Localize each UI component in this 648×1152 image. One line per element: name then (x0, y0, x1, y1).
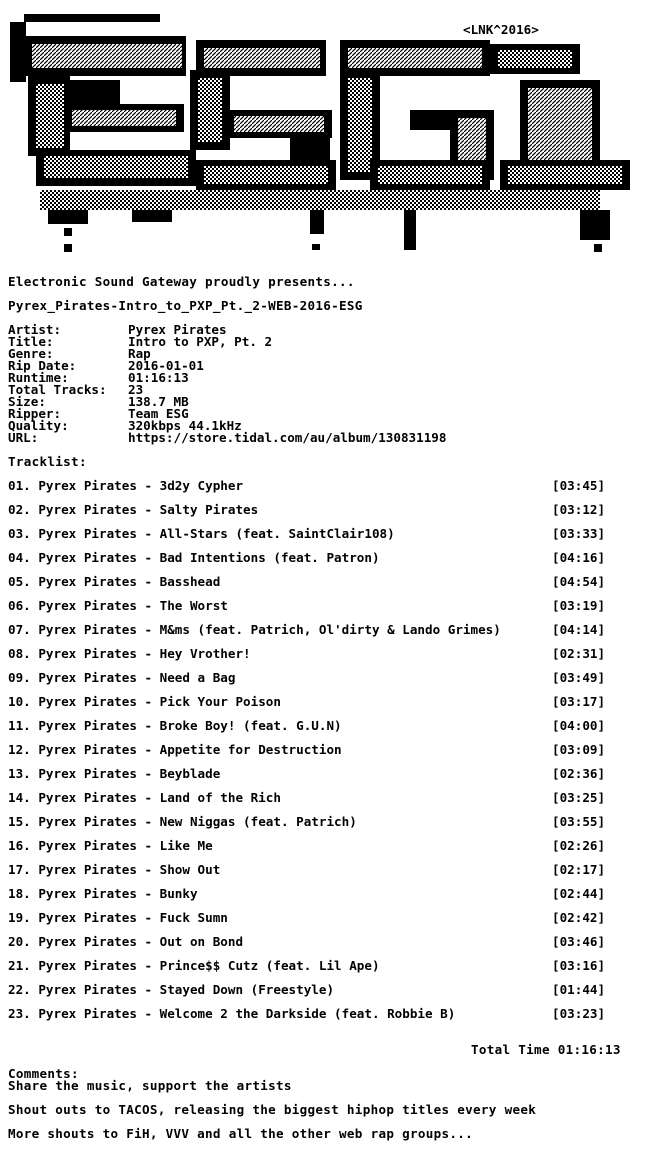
track-title: 09. Pyrex Pirates - Need a Bag (8, 670, 236, 685)
track-duration: [02:42] (552, 910, 606, 925)
track-title: 07. Pyrex Pirates - M&ms (feat. Patrich, Ol'dirty & Lando Grimes) (8, 622, 501, 637)
track-duration: [03:09] (552, 742, 606, 757)
track-title: 19. Pyrex Pirates - Fuck Sumn (8, 910, 228, 925)
track-title: 03. Pyrex Pirates - All-Stars (feat. SaintClair108) (8, 526, 395, 541)
track-duration: [02:36] (552, 766, 606, 781)
esg-logo (0, 0, 648, 260)
meta-value: 138.7 MB (128, 394, 189, 409)
meta-key: Ripper: (8, 406, 62, 421)
track-title: 01. Pyrex Pirates - 3d2y Cypher (8, 478, 244, 493)
track-duration: [04:54] (552, 574, 606, 589)
track-duration: [02:31] (552, 646, 606, 661)
meta-key: Runtime: (8, 370, 69, 385)
release-name: Pyrex_Pirates-Intro_to_PXP_Pt._2-WEB-2016-ESG (8, 298, 363, 313)
meta-value: Rap (128, 346, 151, 361)
track-duration: [03:45] (552, 478, 606, 493)
track-duration: [03:49] (552, 670, 606, 685)
track-duration: [03:25] (552, 790, 606, 805)
store-url[interactable]: https://store.tidal.com/au/album/130831198 (128, 430, 447, 445)
meta-key: URL: (8, 430, 39, 445)
meta-key: Title: (8, 334, 54, 349)
track-duration: [02:17] (552, 862, 606, 877)
track-title: 20. Pyrex Pirates - Out on Bond (8, 934, 244, 949)
track-title: 05. Pyrex Pirates - Basshead (8, 574, 221, 589)
meta-value: Intro to PXP, Pt. 2 (128, 334, 273, 349)
comment-line: Shout outs to TACOS, releasing the biggest hiphop titles every week (8, 1102, 537, 1117)
track-title: 02. Pyrex Pirates - Salty Pirates (8, 502, 259, 517)
track-duration: [02:26] (552, 838, 606, 853)
track-duration: [04:16] (552, 550, 606, 565)
track-title: 21. Pyrex Pirates - Prince$$ Cutz (feat. Lil Ape) (8, 958, 380, 973)
track-title: 16. Pyrex Pirates - Like Me (8, 838, 213, 853)
meta-value: Pyrex Pirates (128, 322, 227, 337)
track-title: 08. Pyrex Pirates - Hey Vrother! (8, 646, 251, 661)
track-duration: [03:12] (552, 502, 606, 517)
meta-key: Artist: (8, 322, 62, 337)
comment-line: More shouts to FiH, VVV and all the other web rap groups... (8, 1126, 474, 1141)
track-title: 11. Pyrex Pirates - Broke Boy! (feat. G.U.N) (8, 718, 342, 733)
track-title: 15. Pyrex Pirates - New Niggas (feat. Patrich) (8, 814, 357, 829)
logo-tag: <LNK^2016> (463, 22, 539, 37)
meta-value: 23 (128, 382, 144, 397)
track-title: 12. Pyrex Pirates - Appetite for Destruction (8, 742, 342, 757)
track-duration: [03:17] (552, 694, 606, 709)
meta-key: Rip Date: (8, 358, 77, 373)
track-duration: [03:23] (552, 1006, 606, 1021)
meta-key: Genre: (8, 346, 54, 361)
meta-value: Team ESG (128, 406, 189, 421)
track-duration: [01:44] (552, 982, 606, 997)
track-title: 10. Pyrex Pirates - Pick Your Poison (8, 694, 281, 709)
track-duration: [04:14] (552, 622, 606, 637)
track-title: 14. Pyrex Pirates - Land of the Rich (8, 790, 281, 805)
meta-value: 01:16:13 (128, 370, 189, 385)
intro-text: Electronic Sound Gateway proudly presents... (8, 274, 355, 289)
meta-value: 2016-01-01 (128, 358, 204, 373)
meta-key: Size: (8, 394, 46, 409)
total-time: Total Time 01:16:13 (471, 1042, 621, 1057)
track-title: 13. Pyrex Pirates - Beyblade (8, 766, 221, 781)
track-duration: [03:55] (552, 814, 606, 829)
track-title: 23. Pyrex Pirates - Welcome 2 the Darkside (feat. Robbie B) (8, 1006, 456, 1021)
track-title: 17. Pyrex Pirates - Show Out (8, 862, 221, 877)
track-duration: [03:46] (552, 934, 606, 949)
track-title: 18. Pyrex Pirates - Bunky (8, 886, 198, 901)
track-duration: [02:44] (552, 886, 606, 901)
comment-line: Share the music, support the artists (8, 1078, 292, 1093)
track-duration: [03:19] (552, 598, 606, 613)
meta-key: Quality: (8, 418, 69, 433)
track-title: 22. Pyrex Pirates - Stayed Down (Freestyle) (8, 982, 335, 997)
comments-label: Comments: (8, 1066, 79, 1081)
track-title: 04. Pyrex Pirates - Bad Intentions (feat. Patron) (8, 550, 380, 565)
tracklist-label: Tracklist: (8, 454, 87, 469)
track-duration: [03:33] (552, 526, 606, 541)
track-title: 06. Pyrex Pirates - The Worst (8, 598, 228, 613)
meta-key: Total Tracks: (8, 382, 107, 397)
track-duration: [04:00] (552, 718, 606, 733)
meta-value: 320kbps 44.1kHz (128, 418, 242, 433)
track-duration: [03:16] (552, 958, 606, 973)
